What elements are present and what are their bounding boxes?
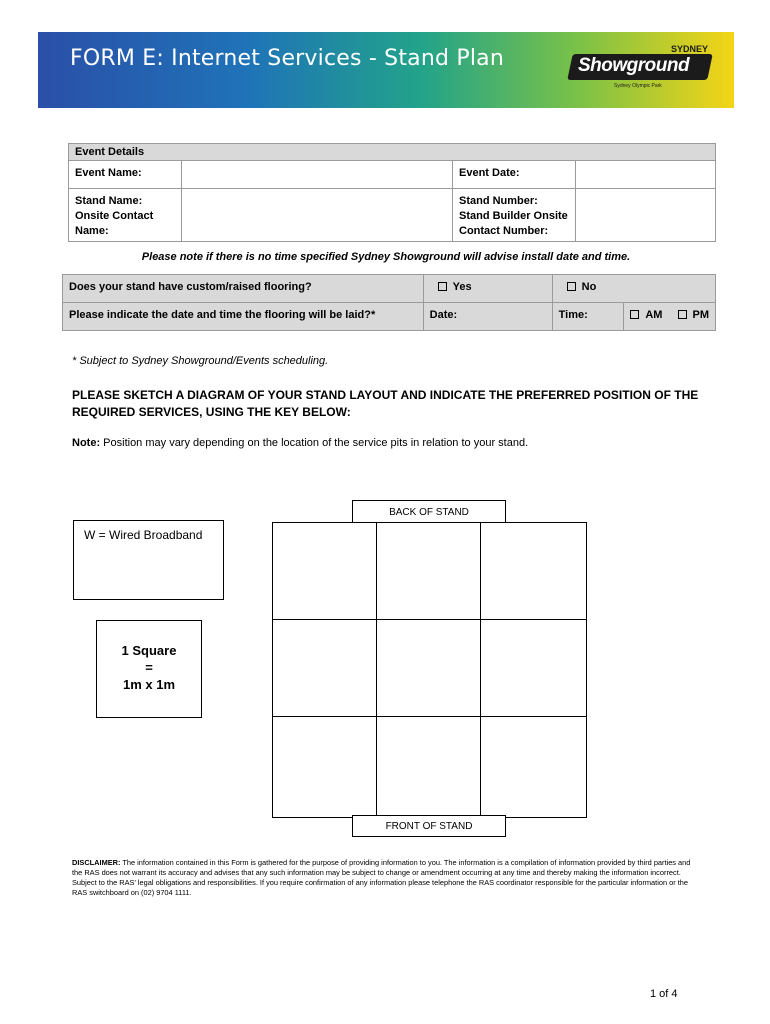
event-details-table [68, 143, 716, 242]
flooring-no-label: No [581, 281, 597, 293]
position-note [72, 437, 528, 449]
flooring-question: Does your stand have custom/raised flooring? [63, 275, 424, 303]
flooring-time-cell [552, 303, 624, 331]
flooring-yes-label: Yes [452, 281, 472, 293]
flooring-yes-cell[interactable] [423, 275, 552, 303]
logo-main-text: Showground [578, 55, 690, 76]
disclaimer-text: The information contained in this Form is gathered for the purpose of providing information to you. The information is a compilation of information provided by third parties and the RAS does not warrant its accuracy and advises that any such information may be subject to change or amendment occurring at any time and thereby making the information incorrect. Subject to the RAS' legal obligations and responsibilities. If you require confirmation of any information please telephone the RAS coordinator responsible for the particular information or the RAS switchboard on (02) 9704 1111. [72, 858, 691, 897]
flooring-ampm-cell [624, 303, 716, 331]
flooring-time-label: Time: [558, 309, 588, 321]
stand-builder-label: Stand Builder Onsite [459, 210, 568, 222]
grid-line-h2 [273, 716, 586, 717]
event-details-title: Event Details [69, 144, 716, 161]
flooring-no-checkbox[interactable] [567, 282, 576, 291]
flooring-table [62, 274, 716, 331]
back-of-stand-label: BACK OF STAND [352, 500, 506, 523]
key-box [73, 520, 224, 600]
square-line3: 1m x 1m [122, 677, 176, 692]
install-notice: Please note if there is no time specified Sydney Showground will advise install date and time. [141, 251, 631, 263]
logo-tagline: Sydney Olympic Park [614, 83, 662, 89]
event-name-field[interactable] [182, 161, 453, 189]
onsite-contact-name-label: Name: [75, 225, 109, 237]
pm-label: PM [692, 309, 709, 321]
form-title: FORM E: Internet Services - Stand Plan [70, 46, 504, 71]
wired-broadband-key: W = Wired Broadband [84, 528, 203, 542]
note-text: Position may vary depending on the location of the service pits in relation to your stand. [100, 437, 529, 449]
logo-sydney-text: SYDNEY [670, 44, 708, 54]
page-number: 1 of 4 [650, 988, 678, 1000]
event-name-label: Event Name: [69, 161, 182, 189]
pm-checkbox[interactable] [678, 310, 687, 319]
stand-name-field[interactable] [182, 189, 453, 242]
grid-line-h1 [273, 619, 586, 620]
grid-line-v2 [480, 523, 481, 817]
showground-logo [568, 46, 714, 96]
am-checkbox[interactable] [630, 310, 639, 319]
disclaimer-label: DISCLAIMER: [72, 858, 121, 867]
front-of-stand-label: FRONT OF STAND [352, 815, 506, 837]
stand-number-field[interactable] [576, 189, 716, 242]
square-line2: = [145, 660, 153, 675]
flooring-date-label: Date: [429, 309, 458, 321]
event-date-field[interactable] [576, 161, 716, 189]
flooring-yes-checkbox[interactable] [438, 282, 447, 291]
note-label: Note: [72, 437, 101, 449]
stand-name-cell [69, 189, 182, 242]
grid-line-v1 [376, 523, 377, 817]
square-scale-box [96, 620, 202, 718]
disclaimer [72, 858, 700, 898]
flooring-date-question: Please indicate the date and time the flooring will be laid?* [63, 303, 424, 331]
onsite-contact-label: Onsite Contact [75, 210, 154, 222]
flooring-no-cell[interactable] [552, 275, 715, 303]
sketch-heading: PLEASE SKETCH A DIAGRAM OF YOUR STAND LAYOUT AND INDICATE THE PREFERRED POSITION OF THE REQUIRED SERVICES, USING THE KEY BELOW: [72, 388, 699, 419]
stand-name-label: Stand Name: [75, 195, 143, 207]
square-line1: 1 Square [121, 643, 177, 658]
subject-note: * Subject to Sydney Showground/Events scheduling. [72, 355, 329, 367]
header-banner [38, 32, 734, 108]
event-date-label: Event Date: [453, 161, 576, 189]
flooring-date-cell[interactable] [423, 303, 552, 331]
stand-sketch-grid[interactable] [272, 522, 587, 818]
contact-number-label: Contact Number: [459, 225, 549, 237]
stand-number-label: Stand Number: [459, 195, 538, 207]
am-label: AM [645, 309, 663, 321]
stand-number-cell [453, 189, 576, 242]
